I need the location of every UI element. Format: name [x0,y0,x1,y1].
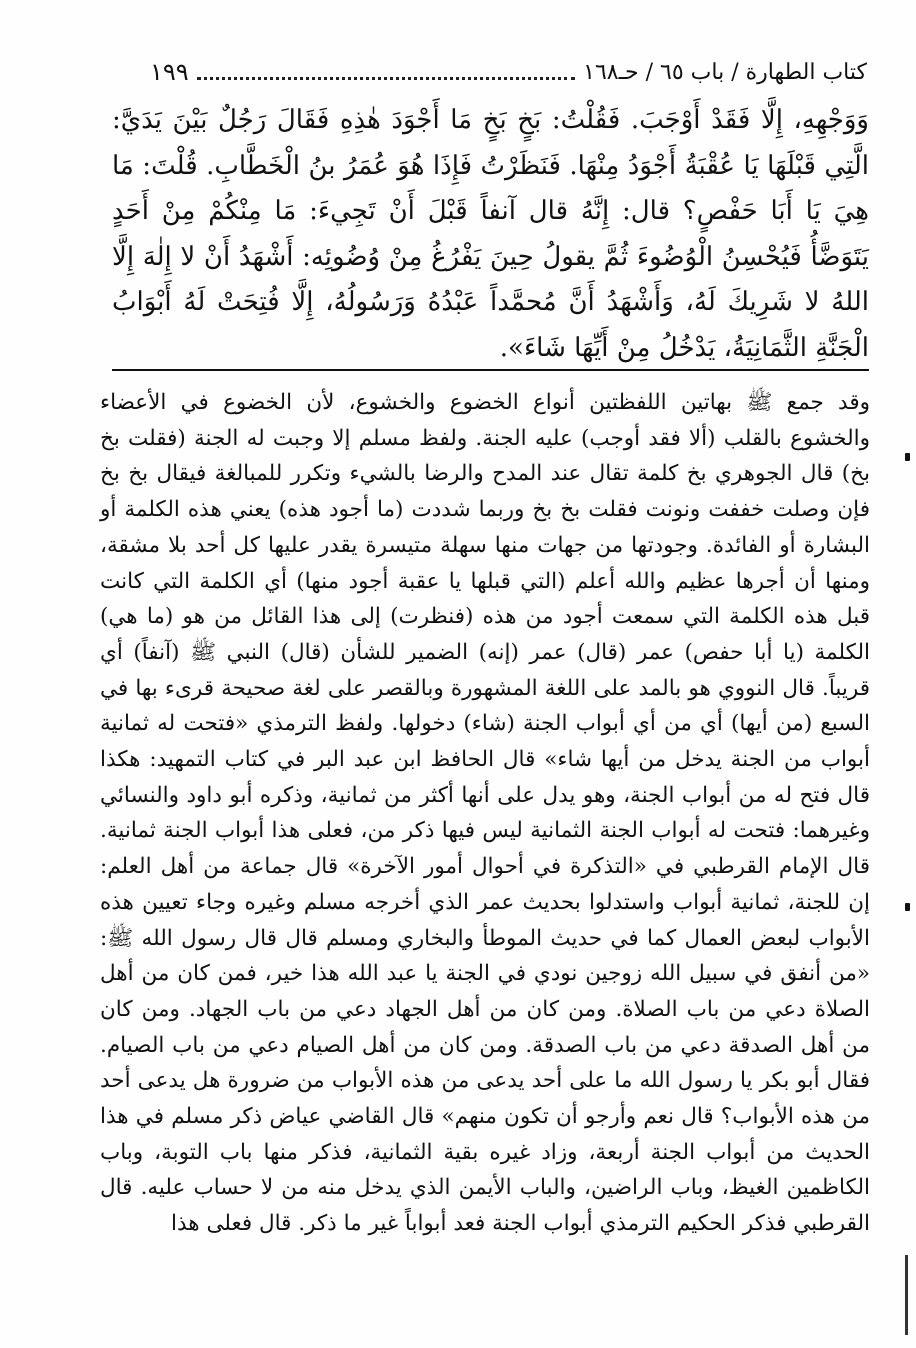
margin-mark [905,903,910,911]
header-dot-leader [197,77,575,80]
commentary-paragraph: وقد جمع ﷺ بهاتين اللفظتين أنواع الخضوع والخشوع، لأن الخضوع في الأعضاء والخشوع بالقلب (ألا فقد أوجب) عليه الجنة. ولفظ مسلم إلا وجبت له الجنة (فقلت بخ بخ) قال الجوهري بخ كلمة تقال عند المدح والرضا بالشيء وتكرر للمبالغة فيقال بخ بخ فإن وصلت خففت ونونت فقلت بخ بخ وربما شددت (ما أجود هذه) يعني هذه الكلمة أو البشارة أو الفائدة. وجودتها من جهات منها سهلة متيسرة يقدر عليها كل أحد بلا مشقة، ومنها أن أجرها عظيم والله أعلم (التي قبلها يا عقبة أجود منها) أي الكلمة التي كانت قبل هذه الكلمة التي سمعت أجود من هذه (فنظرت) إلى هذا القائل من هو (ما هي) الكلمة (يا أبا حفص) عمر (قال) عمر (إنه) الضمير للشأن (قال) النبي ﷺ (آنفاً) أي قريباً. قال النووي هو بالمد على اللغة المشهورة وبالقصر على لغة صحيحة قرىء بها في السبع (من أيها) أي من أي أبواب الجنة (شاء) دخولها. ولفظ الترمذي «فتحت له ثمانية أبواب من الجنة يدخل من أيها شاء» قال الحافظ ابن عبد البر في كتاب التمهيد: هكذا قال فتح له من أبواب الجنة، وهو يدل على أنها أكثر من ثمانية، وذكره أبو داود والنسائي وغيرهما: فتحت له أبواب الجنة الثمانية ليس فيها ذكر من، فعلى هذا أبواب الجنة ثمانية. قال الإمام القرطبي في «التذكرة في أحوال أمور الآخرة» قال جماعة من أهل العلم: إن للجنة، ثمانية أبواب واستدلوا بحديث عمر الذي أخرجه مسلم وغيره وجاء تعيين هذه الأبواب لبعض العمال كما في حديث الموطأ والبخاري ومسلم قال قال رسول الله ﷺ: «من أنفق في سبيل الله زوجين نودي في الجنة يا عبد الله هذا خير، فمن كان من أهل الصلاة دعي من باب الصلاة. ومن كان من أهل الجهاد دعي من باب الجهاد. ومن كان من أهل الصدقة دعي من باب الصدقة. ومن كان من أهل الصيام دعي من باب الصيام. فقال أبو بكر يا رسول الله ما على أحد يدعى من هذه الأبواب من ضرورة هل يدعى أحد من هذه الأبواب؟ قال نعم وأرجو أن تكون منهم» قال القاضي عياض ذكر مسلم في هذا الحديث من أبواب الجنة أربعة، وزاد غيره بقية الثمانية، فذكر منها باب التوبة، وباب الكاظمين الغيظ، وباب الراضين، والباب الأيمن الذي يدخل منه من لا حساب عليه. قال القرطبي فذكر الحكيم الترمذي أبواب الجنة فعد أبواباً غير ما ذكر. قال فعلى هذا [100,390,870,1237]
separator-rule [112,369,869,371]
margin-mark [905,453,910,461]
hadith-paragraph: وَوَجْهِهِ، إِلَّا فَقَدْ أَوْجَبَ. فَقُلْتُ: بَخٍ بَخٍ مَا أَجْوَدَ هٰذِهِ فَقَالَ رَجُلٌ بَيْنَ يَدَيَّ: الَّتِي قَبْلَهَا يَا عُقْبَةُ أَجْوَدُ مِنْهَا. فَنَظَرْتُ فَإِذَا هُوَ عُمَرُ بنُ الْخَطَّابِ. قُلْتَ: مَا هِيَ يَا أَبَا حَفْصٍ؟ قال: إِنَّهُ قال آنفاً قَبْلَ أَنْ تَجِيءَ: مَا مِنْكُمْ مِنْ أَحَدٍ يَتَوَضَّأُ فَيُحْسِنُ الْوُضُوءَ ثُمَّ يقولُ حِينَ يَفْرُغُ مِنْ وُضُوئِه: أَشْهَدُ أَنْ لا إِلٰهَ إِلَّا اللهُ لا شَرِيكَ لَهُ، وَأَشْهَدُ أَنَّ مُحمَّداً عَبْدُهُ وَرَسُولُهُ، إِلَّا فُتِحَتْ لَهُ أَبْوَابُ الْجَنَّةِ الثَّمَانِيَةُ، يَدْخُلُ مِنْ أَيِّهَا شَاءَ». [112,105,869,363]
running-header [150,52,867,92]
page-number: ١٩٩ [150,58,189,86]
commentary-text [100,385,870,1242]
hadith-text [112,98,869,371]
header-title: كتاب الطهارة / باب ٦٥ / حـ١٦٨ [583,59,867,85]
page-edge-shadow [905,1255,908,1335]
